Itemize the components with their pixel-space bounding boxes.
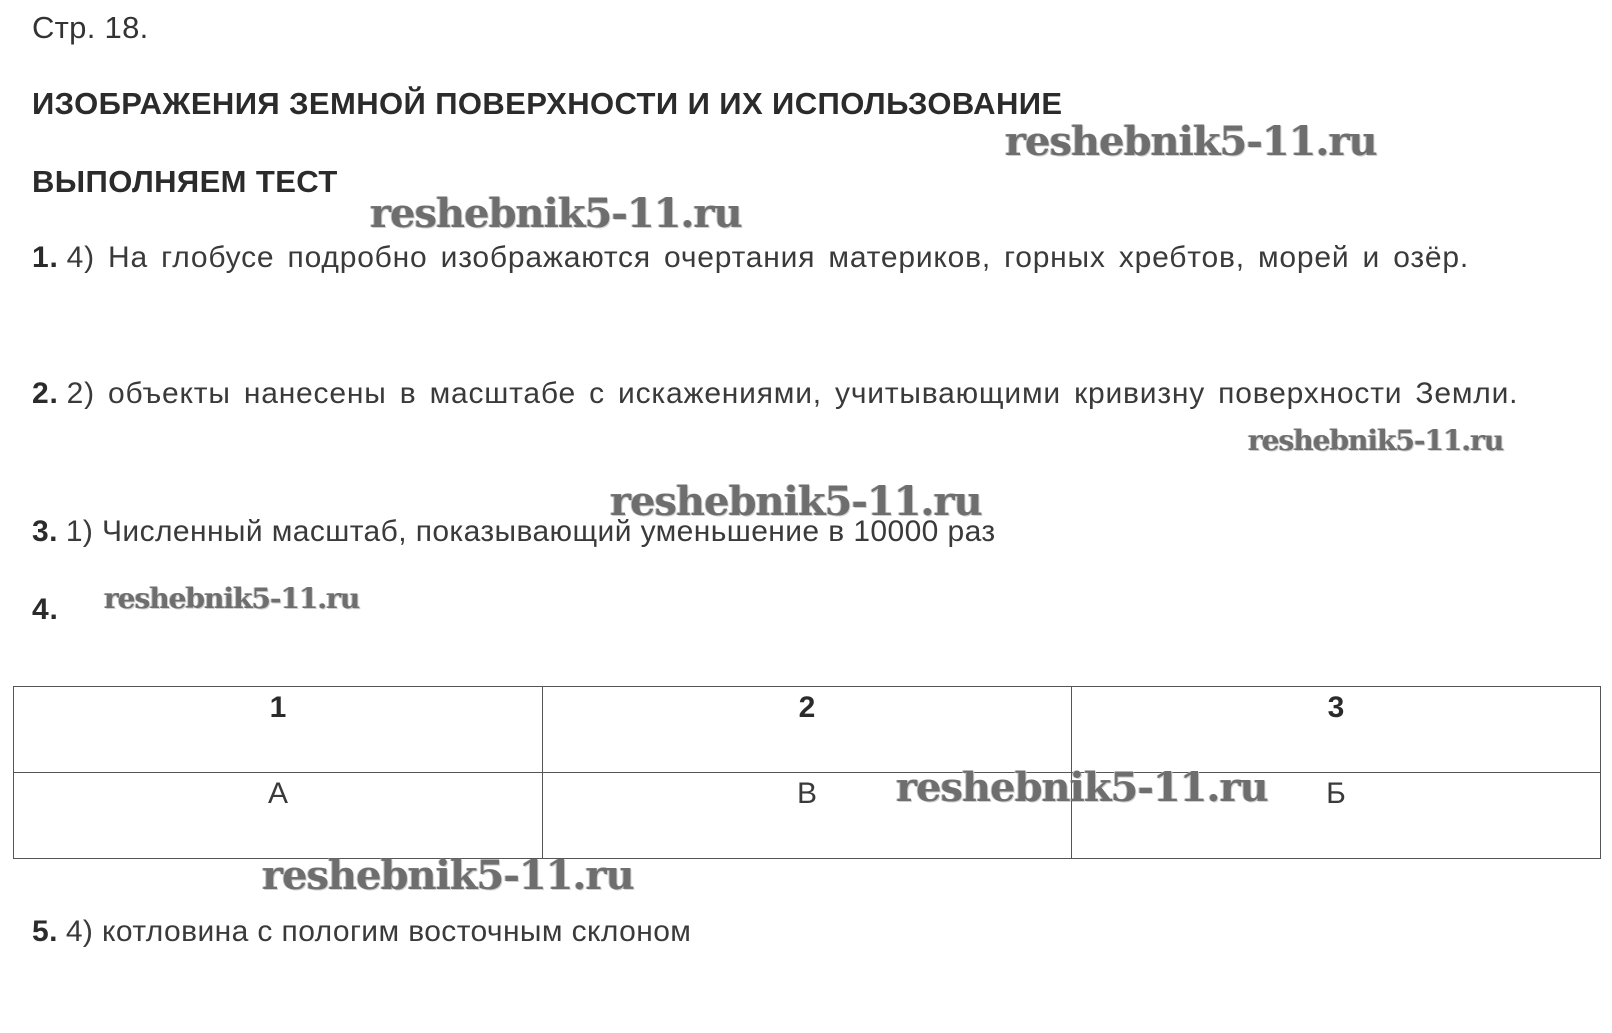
answer-number: 1. (32, 241, 59, 274)
answer-number: 2. (32, 377, 59, 410)
section-subtitle: ВЫПОЛНЯЕМ ТЕСТ (32, 164, 338, 199)
matching-table (13, 686, 1601, 859)
answer-number: 4. (32, 593, 59, 626)
table-cell: А (14, 773, 543, 859)
table-header-cell: 3 (1072, 687, 1601, 773)
answer-number: 3. (32, 515, 58, 548)
answer-2 (32, 364, 1586, 424)
page-title: ИЗОБРАЖЕНИЯ ЗЕМНОЙ ПОВЕРХНОСТИ И ИХ ИСПОЛЬЗОВАНИЕ (32, 86, 1063, 121)
watermark: reshebnik5-11.ru (370, 190, 742, 237)
watermark: reshebnik5-11.ru (1248, 424, 1504, 457)
answer-text: 4) котловина с пологим восточным склоном (65, 915, 692, 948)
watermark: reshebnik5-11.ru (1005, 118, 1377, 165)
answer-text: 4) На глобусе подробно изображаются очертания материков, горных хребтов, морей и озёр. (66, 241, 1470, 274)
watermark: reshebnik5-11.ru (896, 764, 1268, 811)
table-header-cell: 2 (543, 687, 1072, 773)
watermark: reshebnik5-11.ru (104, 582, 360, 615)
table-cell: Б (1072, 773, 1601, 859)
watermark: reshebnik5-11.ru (610, 478, 982, 525)
watermark: reshebnik5-11.ru (262, 852, 634, 899)
answer-5 (32, 902, 1586, 962)
table-cell: В (543, 773, 1072, 859)
table-header-row (14, 687, 1601, 773)
answer-text: 1) Численный масштаб, показывающий уменьшение в 10000 раз (65, 515, 996, 548)
answer-text: 2) объекты нанесены в масштабе с искажениями, учитывающими кривизну поверхности Земли. (66, 377, 1519, 410)
answer-1 (32, 228, 1586, 288)
table-row (14, 773, 1601, 859)
table-header-cell: 1 (14, 687, 543, 773)
answer-number: 5. (32, 915, 58, 948)
page-number: Стр. 18. (32, 10, 149, 45)
